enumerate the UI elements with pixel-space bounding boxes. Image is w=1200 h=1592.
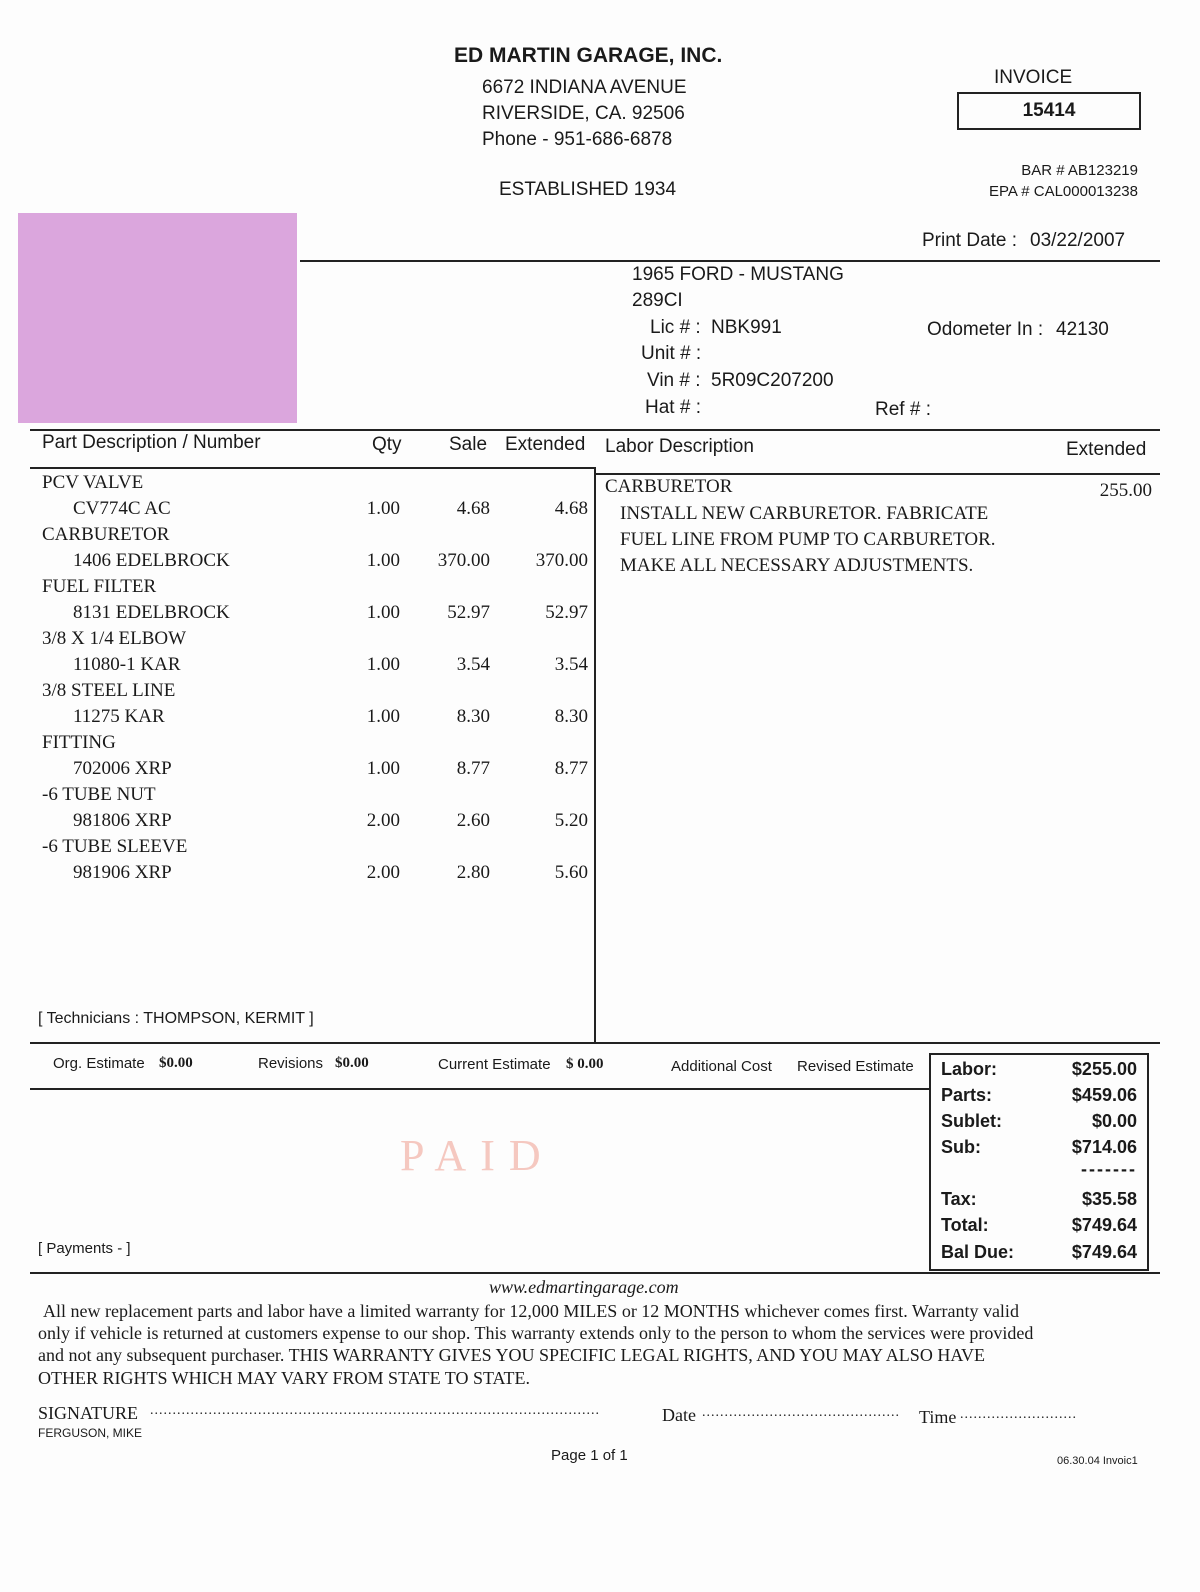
org-estimate-value: $0.00	[159, 1055, 193, 1071]
labor-amount: 255.00	[1099, 480, 1152, 501]
date-line: ............................................	[702, 1405, 900, 1420]
part-sale: 370.00	[437, 550, 490, 571]
company-address-line2: RIVERSIDE, CA. 92506	[482, 103, 685, 124]
odometer-label: Odometer In :	[927, 319, 1044, 340]
header-underline-left	[30, 467, 596, 469]
totals-box	[929, 1053, 1149, 1271]
part-number: CV774C AC	[73, 498, 171, 519]
header-extended: Extended	[505, 434, 586, 455]
odometer-value: 42130	[1056, 319, 1109, 340]
part-qty: 1.00	[366, 602, 400, 623]
warranty-line: All new replacement parts and labor have a limited warranty for 12,000 MILES or 12 MONTHS whichever comes first. Warranty valid	[43, 1301, 1019, 1321]
labor-title: CARBURETOR	[605, 476, 733, 497]
part-qty: 1.00	[366, 758, 400, 779]
invoice-label: INVOICE	[994, 67, 1073, 88]
part-name: PCV VALVE	[42, 472, 144, 493]
header-part: Part Description / Number	[42, 432, 261, 453]
part-qty: 1.00	[366, 498, 400, 519]
part-number: 981806 XRP	[73, 810, 172, 831]
hat-label: Hat # :	[645, 397, 701, 418]
table-top-line	[30, 429, 1160, 431]
vin-value: 5R09C207200	[711, 370, 834, 391]
totals-parts-label: Parts:	[941, 1085, 993, 1105]
parts-bottom-line	[30, 1042, 1160, 1044]
part-extended: 8.77	[554, 758, 588, 779]
totals-tax-value: $35.58	[1081, 1189, 1137, 1209]
form-code: 06.30.04 Invoic1	[1057, 1455, 1138, 1467]
bar-number: BAR # AB123219	[1021, 162, 1138, 179]
part-number: 8131 EDELBROCK	[73, 602, 230, 623]
totals-sub-value: $714.06	[1071, 1137, 1137, 1157]
warranty-line: and not any subsequent purchaser. THIS WARRANTY GIVES YOU SPECIFIC LEGAL RIGHTS, AND YOU MAY ALSO HAVE	[38, 1345, 985, 1365]
part-number: 11080-1 KAR	[73, 654, 181, 675]
warranty-line: OTHER RIGHTS WHICH MAY VARY FROM STATE TO STATE.	[38, 1368, 531, 1388]
signature-line: ....................................................................................................	[150, 1403, 600, 1418]
company-established: ESTABLISHED 1934	[499, 179, 677, 200]
current-estimate-label: Current Estimate	[438, 1056, 551, 1073]
header-qty: Qty	[372, 434, 402, 455]
vin-label: Vin # :	[647, 370, 701, 391]
estimates-divider	[30, 1088, 930, 1090]
warranty-line: only if vehicle is returned at customers expense to our shop. This warranty extends only to the person to whom the services were provided	[38, 1323, 1034, 1343]
part-extended: 5.20	[554, 810, 588, 831]
time-line: ..........................	[960, 1407, 1077, 1422]
part-extended: 4.68	[554, 498, 588, 519]
company-address-line1: 6672 INDIANA AVENUE	[482, 77, 687, 98]
totals-parts-value: $459.06	[1071, 1085, 1137, 1105]
print-date: 03/22/2007	[1030, 230, 1126, 251]
vehicle-model: 1965 FORD - MUSTANG	[632, 264, 844, 285]
header-underline-right	[596, 473, 1160, 475]
labor-line: MAKE ALL NECESSARY ADJUSTMENTS.	[620, 555, 974, 576]
part-name: FUEL FILTER	[42, 576, 157, 597]
print-date-label: Print Date :	[922, 230, 1018, 251]
part-qty: 1.00	[366, 654, 400, 675]
part-extended: 5.60	[554, 862, 588, 883]
signature-label: SIGNATURE	[38, 1403, 139, 1423]
part-number: 981906 XRP	[73, 862, 172, 883]
part-sale: 3.54	[456, 654, 490, 675]
part-name: CARBURETOR	[42, 524, 170, 545]
part-number: 702006 XRP	[73, 758, 172, 779]
part-number: 1406 EDELBROCK	[73, 550, 230, 571]
part-qty: 1.00	[366, 706, 400, 727]
redacted-customer-block	[18, 213, 297, 423]
totals-balance-label: Bal Due:	[941, 1242, 1015, 1262]
lic-value: NBK991	[711, 317, 782, 338]
totals-separator-dashes: -------	[1081, 1159, 1137, 1179]
unit-label: Unit # :	[641, 343, 702, 364]
footer-divider	[30, 1272, 1160, 1274]
part-extended: 3.54	[554, 654, 588, 675]
part-extended: 8.30	[554, 706, 588, 727]
part-name: -6 TUBE NUT	[42, 784, 156, 805]
part-name: FITTING	[42, 732, 116, 753]
header-divider	[300, 260, 1160, 262]
labor-line: FUEL LINE FROM PUMP TO CARBURETOR.	[620, 529, 996, 550]
part-sale: 8.30	[456, 706, 490, 727]
additional-cost-label: Additional Cost	[671, 1058, 772, 1075]
part-sale: 2.60	[456, 810, 490, 831]
totals-total-value: $749.64	[1071, 1215, 1137, 1235]
totals-labor-value: $255.00	[1071, 1059, 1137, 1079]
paid-stamp: PAID	[400, 1131, 555, 1180]
labor-line: INSTALL NEW CARBURETOR. FABRICATE	[620, 503, 989, 524]
part-extended: 370.00	[535, 550, 588, 571]
totals-balance-value: $749.64	[1071, 1242, 1137, 1262]
totals-sublet-label: Sublet:	[941, 1111, 1002, 1131]
totals-sublet-value: $0.00	[1091, 1111, 1137, 1131]
totals-tax-label: Tax:	[941, 1189, 977, 1209]
website: www.edmartingarage.com	[489, 1277, 679, 1297]
ref-label: Ref # :	[875, 399, 931, 420]
header-sale: Sale	[449, 434, 488, 455]
totals-labor-label: Labor:	[941, 1059, 997, 1079]
epa-number: EPA # CAL000013238	[988, 183, 1138, 200]
part-sale: 52.97	[447, 602, 490, 623]
revised-estimate-label: Revised Estimate	[797, 1058, 914, 1075]
org-estimate-label: Org. Estimate	[53, 1055, 145, 1072]
invoice-number: 15414	[957, 92, 1141, 130]
lic-label: Lic # :	[650, 317, 701, 338]
totals-total-label: Total:	[941, 1215, 989, 1235]
vehicle-engine: 289CI	[632, 290, 683, 311]
part-sale: 2.80	[456, 862, 490, 883]
company-phone: Phone - 951-686-6878	[482, 129, 673, 150]
part-name: 3/8 STEEL LINE	[42, 680, 176, 701]
payments: [ Payments - ]	[38, 1240, 131, 1257]
part-sale: 4.68	[456, 498, 490, 519]
company-name: ED MARTIN GARAGE, INC.	[454, 44, 723, 67]
column-divider	[594, 469, 596, 1042]
technicians: [ Technicians : THOMPSON, KERMIT ]	[38, 1010, 314, 1027]
header-labor: Labor Description	[605, 436, 754, 457]
part-number: 11275 KAR	[73, 706, 165, 727]
page-number: Page 1 of 1	[551, 1447, 628, 1464]
revisions-value: $0.00	[335, 1055, 369, 1071]
part-name: -6 TUBE SLEEVE	[42, 836, 188, 857]
time-label: Time	[919, 1407, 957, 1427]
part-qty: 2.00	[366, 862, 400, 883]
date-label: Date	[662, 1405, 696, 1425]
part-name: 3/8 X 1/4 ELBOW	[42, 628, 187, 649]
part-sale: 8.77	[456, 758, 490, 779]
revisions-label: Revisions	[258, 1055, 324, 1072]
part-qty: 2.00	[366, 810, 400, 831]
part-qty: 1.00	[366, 550, 400, 571]
signer-name: FERGUSON, MIKE	[38, 1426, 143, 1440]
totals-sub-label: Sub:	[941, 1137, 981, 1157]
part-extended: 52.97	[545, 602, 588, 623]
header-labor-extended: Extended	[1066, 439, 1147, 460]
current-estimate-value: $ 0.00	[566, 1056, 604, 1072]
